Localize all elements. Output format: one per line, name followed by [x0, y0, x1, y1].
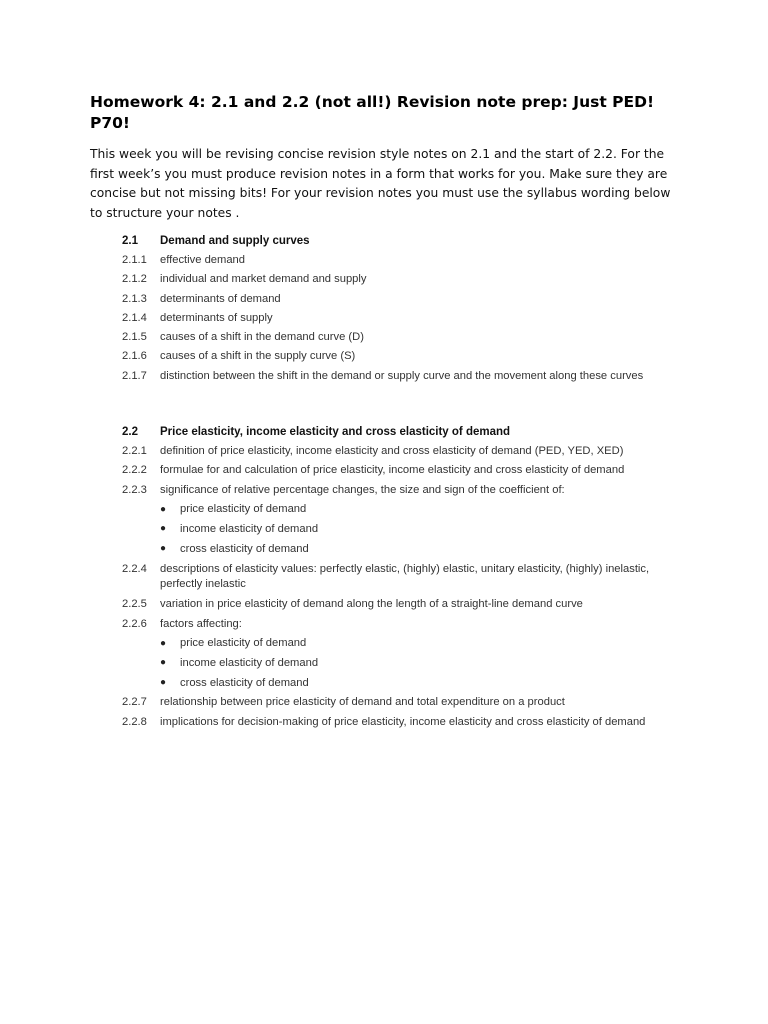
bullet-item	[122, 539, 682, 559]
item-number: 2.2.1	[122, 444, 147, 457]
item-number: 2.2.8	[122, 715, 147, 728]
item-number: 2.2.6	[122, 617, 147, 630]
syllabus-item	[122, 308, 682, 327]
item-text: implications for decision-making of price elasticity, income elasticity and cross elasticity of demand	[160, 715, 646, 728]
bullet-text: price elasticity of demand	[180, 637, 307, 650]
item-text: effective demand	[160, 253, 245, 266]
syllabus-item	[122, 595, 682, 614]
item-number: 2.2.7	[122, 696, 147, 709]
syllabus-item	[122, 461, 682, 480]
item-text: factors affecting:	[160, 617, 242, 630]
bullet-item	[122, 653, 682, 673]
bullet-text: cross elasticity of demand	[180, 542, 309, 555]
item-text: significance of relative percentage changes, the size and sign of the coefficient of:	[160, 483, 565, 496]
item-number: 2.2.2	[122, 464, 147, 477]
item-text: relationship between price elasticity of demand and total expenditure on a product	[160, 696, 565, 709]
syllabus-section-2-2	[122, 422, 682, 731]
section-heading	[122, 231, 682, 250]
item-number: 2.2.4	[122, 562, 147, 575]
syllabus-item	[122, 327, 682, 346]
section-heading	[122, 422, 682, 441]
bullet-item	[122, 499, 682, 519]
item-text: determinants of demand	[160, 292, 281, 305]
item-text: determinants of supply	[160, 311, 273, 324]
section-number: 2.1	[122, 234, 138, 247]
syllabus-item	[122, 270, 682, 289]
bullet-item	[122, 519, 682, 539]
bullet-icon: ●	[160, 657, 167, 669]
item-text: formulae for and calculation of price elasticity, income elasticity and cross elasticity of demand	[160, 464, 625, 477]
item-number: 2.1.7	[122, 369, 147, 382]
bullet-item	[122, 633, 682, 653]
item-number: 2.2.5	[122, 598, 147, 611]
section-title: Price elasticity, income elasticity and cross elasticity of demand	[160, 425, 511, 438]
syllabus-item	[122, 712, 682, 731]
item-text: descriptions of elasticity values: perfectly elastic, (highly) elastic, unitary elasticity, (highly) inelastic, perfectly inelastic	[160, 562, 650, 590]
bullet-icon: ●	[160, 637, 167, 649]
item-number: 2.2.3	[122, 483, 147, 496]
syllabus-item	[122, 289, 682, 308]
bullet-text: income elasticity of demand	[180, 656, 319, 669]
bullet-text: cross elasticity of demand	[180, 676, 309, 689]
item-number: 2.1.1	[122, 253, 147, 266]
item-text: variation in price elasticity of demand along the length of a straight-line demand curve	[160, 598, 583, 611]
item-number: 2.1.2	[122, 273, 147, 286]
intro-paragraph: This week you will be revising concise revision style notes on 2.1 and the start of 2.2. For the first week’s you must produce revision notes in a form that works for you. Make sure they are concise but not missing bits! For your revision notes you must use the syllabus wording below to structure your notes .	[90, 147, 671, 220]
bullet-icon: ●	[160, 523, 167, 535]
item-text: distinction between the shift in the demand or supply curve and the movement along these curves	[160, 369, 644, 382]
syllabus-item	[122, 480, 682, 499]
page-title: Homework 4: 2.1 and 2.2 (not all!) Revision note prep: Just PED! P70!	[90, 93, 655, 132]
item-text: causes of a shift in the supply curve (S)	[160, 350, 356, 363]
section-number: 2.2	[122, 425, 138, 438]
bullet-icon: ●	[160, 677, 167, 689]
syllabus-item	[122, 559, 682, 595]
bullet-icon: ●	[160, 503, 167, 515]
bullet-icon: ●	[160, 543, 167, 555]
syllabus-item	[122, 347, 682, 366]
syllabus-item	[122, 441, 682, 460]
item-text: individual and market demand and supply	[160, 273, 367, 286]
syllabus-item	[122, 614, 682, 633]
syllabus-section-2-1	[122, 231, 682, 385]
item-number: 2.1.3	[122, 292, 147, 305]
syllabus-item	[122, 693, 682, 712]
item-number: 2.1.5	[122, 331, 147, 344]
bullet-text: price elasticity of demand	[180, 503, 307, 516]
syllabus-item	[122, 366, 682, 385]
syllabus-item	[122, 250, 682, 269]
item-number: 2.1.6	[122, 350, 147, 363]
bullet-text: income elasticity of demand	[180, 522, 319, 535]
bullet-item	[122, 673, 682, 693]
item-text: causes of a shift in the demand curve (D)	[160, 331, 364, 344]
section-title: Demand and supply curves	[160, 234, 310, 247]
item-text: definition of price elasticity, income elasticity and cross elasticity of demand (PED, YED, XED)	[160, 444, 624, 457]
item-number: 2.1.4	[122, 311, 147, 324]
